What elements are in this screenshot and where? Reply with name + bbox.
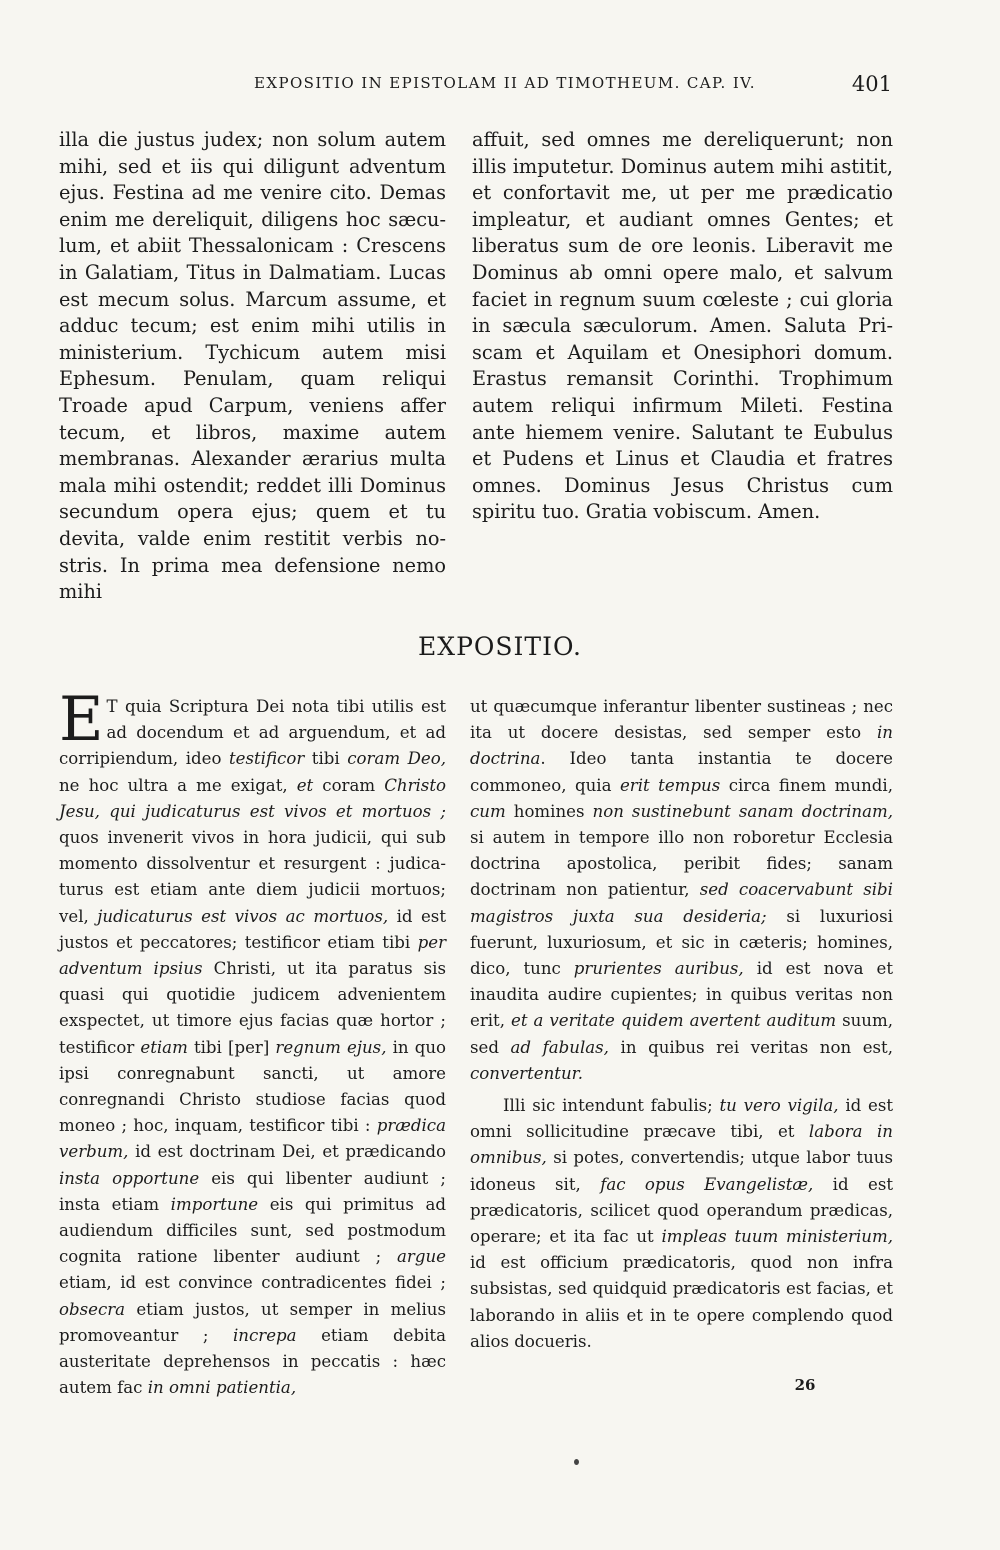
italic-run: argue	[397, 1247, 446, 1267]
commentary-paragraph-2	[470, 694, 893, 1087]
text-run: si potes, convertendis; utque labor tuus idoneus sit,	[470, 1148, 893, 1194]
text-run: T quia Scriptura Dei nota tibi utilis est ad docendum et ad arguendum, et ad corripiendum, ideo	[59, 697, 446, 769]
italic-run: labora in omnibus,	[470, 1122, 893, 1168]
italic-run: insta opportune	[59, 1168, 200, 1188]
italic-run: in omni patientia,	[147, 1378, 297, 1398]
italic-run: in doctrina	[470, 723, 893, 769]
text-run: . Ideo tanta instantia te docere commoneo, quia	[470, 749, 893, 795]
commentary-runs	[59, 697, 446, 1397]
signature-mark: 26	[794, 1376, 816, 1394]
scripture-column-right	[472, 127, 893, 526]
italic-run: Christo Jesu, qui judicaturus est vivos et mortuos ;	[59, 775, 446, 821]
italic-run: et a veritate quidem avertent auditum	[511, 1011, 837, 1031]
italic-run: judicaturus est vivos ac mortuos,	[97, 906, 389, 926]
text-run: tibi	[304, 749, 348, 769]
text-run: id est officium prædicatoris, quod non infra subsistas, sed quidquid prædicatoris est facias, et laborando in aliis et in te opere complendo quod alios docueris.	[470, 1253, 893, 1351]
italic-run: impleas tuum ministerium,	[661, 1227, 893, 1247]
text-run: id est doctrinam Dei, et prædicando	[128, 1142, 446, 1162]
text-run: ut quæcumque inferantur libenter sustineas ; nec ita ut docere desistas, sed semper esto	[470, 697, 893, 743]
text-run: in quibus rei veritas non est,	[608, 1037, 893, 1057]
text-run: circa finem mundi,	[720, 775, 893, 795]
italic-run: fac opus Evangelistæ,	[600, 1174, 814, 1194]
italic-run: et	[296, 775, 314, 795]
commentary-runs	[470, 697, 893, 1083]
running-title: EXPOSITIO IN EPISTOLAM II AD TIMOTHEUM. CAP. IV.	[254, 74, 756, 92]
italic-run: sed coacervabunt sibi magistros juxta sua desideria;	[470, 880, 893, 926]
italic-run: cum	[470, 801, 506, 821]
italic-run: importune	[170, 1194, 259, 1214]
italic-run: coram Deo,	[347, 749, 446, 769]
ink-speck	[574, 1459, 579, 1465]
italic-run: prurientes auribus,	[573, 959, 744, 979]
text-run: in quo ipsi conregnabunt sancti, ut amore conregnandi Christo studiose facias quod moneo ; hoc, inquam, testificor tibi :	[59, 1037, 446, 1136]
italic-run: prædica verbum,	[59, 1116, 446, 1162]
italic-run: testificor	[229, 749, 305, 769]
text-run: si autem in tempore illo non roboretur Ecclesia doctrina apostolica, peribit fides; sanam doctrinam non patientur,	[470, 828, 893, 900]
commentary-paragraph-1	[59, 684, 447, 1401]
text-run: id est omni sollicitudine præcave tibi, et	[470, 1096, 893, 1142]
italic-run: tu vero vigila,	[719, 1096, 839, 1116]
text-run: etiam justos, ut semper in melius promoveantur ;	[59, 1299, 446, 1345]
italic-run: non sustinebunt sanam doctrinam,	[592, 801, 893, 821]
text-run: Christi, ut ita paratus sis quasi qui quotidie judicem advenientem exspectet, ut timore ejus facias quæ hortor ; testificor	[59, 959, 446, 1057]
italic-run: erit tempus	[619, 775, 721, 795]
text-run: etiam debita austeritate deprehensos in peccatis : hæc autem fac	[59, 1325, 446, 1398]
italic-run: obsecra	[59, 1299, 126, 1319]
commentary-column-left	[59, 684, 447, 1401]
text-run: id est prædicatoris, scilicet quod operandum prædicas, operare; et ita fac ut	[470, 1174, 894, 1247]
text-run: quos invenerit vivos in hora judicii, qui sub momento dissolventur et resurgent : judicaturus est etiam ante diem judicii mortuos; vel,	[59, 828, 446, 926]
scripture-column-left	[59, 127, 446, 606]
text-run: suum, sed	[470, 1011, 893, 1057]
commentary-column-right	[470, 694, 893, 1355]
text-run: id est justos et peccatores; testificor etiam tibi	[59, 906, 446, 952]
italic-run: etiam	[140, 1037, 188, 1057]
text-run: Illi sic intendunt fabulis;	[503, 1096, 720, 1116]
text-run: homines	[505, 801, 593, 821]
text-run: eis qui libenter audiunt ; insta etiam	[59, 1168, 446, 1214]
italic-run: regnum ejus,	[275, 1037, 387, 1057]
section-heading: EXPOSITIO.	[418, 632, 582, 661]
text-run: coram	[313, 775, 385, 795]
text-run: id est nova et inaudita audire cupientes; in quibus veritas non erit,	[470, 959, 894, 1031]
italic-run: per adventum ipsius	[59, 932, 446, 979]
italic-run: ad fabulas,	[510, 1037, 609, 1057]
italic-run: convertentur.	[470, 1063, 584, 1083]
scripture-text-left: illa die justus judex; non solum autem mihi, sed et iis qui diligunt adventum ejus. Festina ad me venire cito. Demas enim me dereliquit, diligens hoc sæculum, et abiit Thessalonicam : Crescens in Galatiam, Titus in Dalmatiam. Lucas est mecum solus. Marcum assume, et adduc tecum; est enim mihi utilis in ministerium. Tychicum autem misi Ephesum. Penulam, quam reliqui Troade apud Carpum, veniens affer tecum, et libros, maxime autem membranas. Alexander ærarius multa mala mihi ostendit; reddet illi Dominus secundum opera ejus; quem et tu devita, valde enim restitit verbis nostris. In prima mea defensione nemo mihi	[59, 128, 446, 604]
scripture-text-right: affuit, sed omnes me dereliquerunt; non illis imputetur. Dominus autem mihi astitit, et confortavit me, ut per me prædicatio impleatur, et audiant omnes Gentes; et liberatus sum de ore leonis. Liberavit me Dominus ab omni opere malo, et salvum faciet in regnum suum cœleste ; cui gloria in sæcula sæculorum. Amen. Saluta Priscam et Aquilam et Onesiphori domum. Erastus remansit Corinthi. Trophimum autem reliqui infirmum Mileti. Festina ante hiemem venire. Salutant te Eubulus et Pudens et Linus et Claudia et fratres omnes. Dominus Jesus Christus cum spiritu tuo. Gratia vobiscum. Amen.	[472, 128, 893, 524]
text-run: eis qui primitus ad audiendum difficiles sunt, sed postmodum cognita ratione libenter audiunt ;	[59, 1194, 447, 1267]
page-number: 401	[851, 72, 892, 96]
text-run: si luxuriosi fuerunt, luxuriosum, et sic in cæteris; homines, dico, tunc	[470, 906, 893, 979]
text-run: tibi [per]	[187, 1037, 276, 1057]
commentary-paragraph-3	[470, 1093, 893, 1355]
commentary-runs	[470, 1096, 893, 1351]
drop-cap-initial: E	[59, 684, 104, 755]
italic-run: increpa	[233, 1325, 297, 1345]
text-run: ne hoc ultra a me exigat,	[59, 775, 297, 795]
text-run: etiam, id est convince contradicentes fidei ;	[59, 1273, 446, 1293]
